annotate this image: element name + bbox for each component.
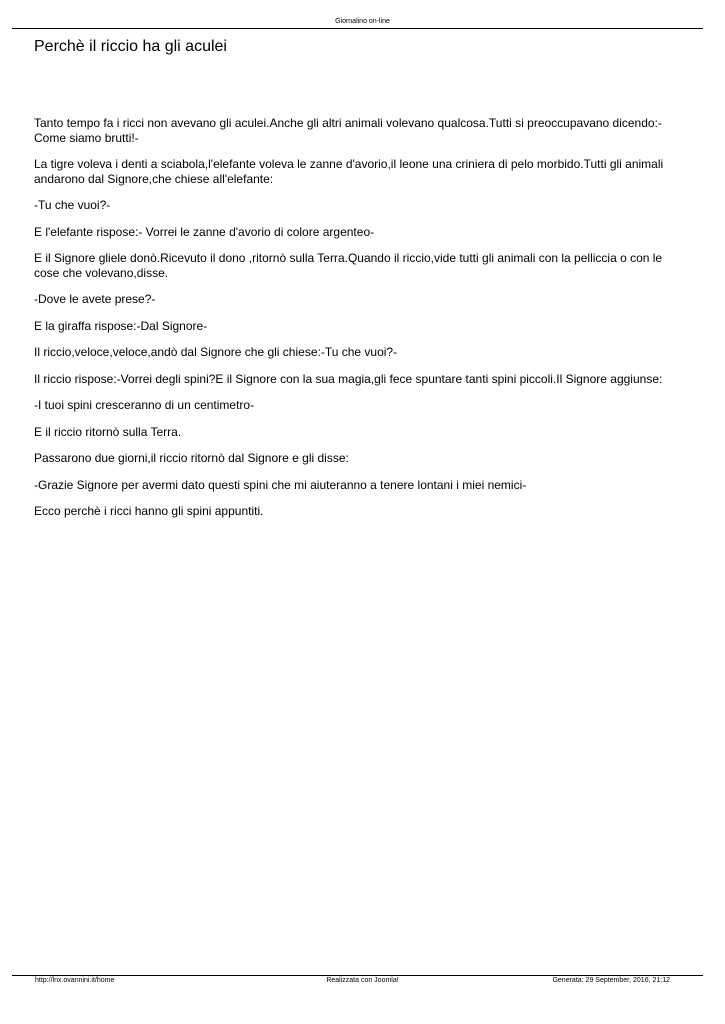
paragraph: E la giraffa rispose:-Dal Signore-	[34, 318, 208, 333]
paragraph: -Grazie Signore per avermi dato questi spini che mi aiuteranno a tenere lontani i miei nemici-	[34, 477, 527, 492]
paragraph: Tanto tempo fa i ricci non avevano gli aculei.Anche gli altri animali volevano qualcosa.Tutti si preoccupavano dicendo:-Come siamo brutti!-	[34, 116, 662, 145]
article-body	[34, 116, 684, 531]
paragraph: Passarono due giorni,il riccio ritornò dal Signore e gli disse:	[34, 451, 349, 465]
paragraph: E il riccio ritornò sulla Terra.	[34, 424, 182, 439]
paragraph: E il Signore gliele donò.Ricevuto il dono ,ritornò sulla Terra.Quando il riccio,vide tutti gli animali con la pelliccia o con le cose che volevano,disse.	[34, 251, 663, 280]
article-title: Perchè il riccio ha gli aculei	[34, 38, 227, 55]
footer-url: http://lnx.ovannini.it/home	[35, 977, 115, 984]
paragraph: -I tuoi spini cresceranno di un centimetro-	[34, 398, 255, 412]
paragraph: Il riccio,veloce,veloce,andò dal Signore che gli chiese:-Tu che vuoi?-	[34, 345, 398, 359]
paragraph: Ecco perchè i ricci hanno gli spini appuntiti.	[34, 504, 264, 518]
footer-generated-date: Generata: 29 September, 2016, 21:12	[552, 977, 670, 984]
site-name: Giornalino on-line	[335, 18, 390, 25]
paragraph: -Tu che vuoi?-	[34, 198, 111, 212]
paragraph: E l'elefante rispose:- Vorrei le zanne d'avorio di colore argenteo-	[34, 224, 375, 239]
paragraph: La tigre voleva i denti a sciabola,l'elefante voleva le zanne d'avorio,il leone una criniera di pelo morbido.Tutti gli animali andarono dal Signore,che chiese all'elefante:	[34, 157, 664, 186]
paragraph: -Dove le avete prese?-	[34, 292, 156, 306]
paragraph: Il riccio rispose:-Vorrei degli spini?E il Signore con la sua magia,gli fece spuntare tanti spini piccoli.Il Signore aggiunse:	[34, 371, 663, 386]
header-divider	[12, 28, 703, 29]
footer-credit: Realizzata con Joomla!	[326, 977, 399, 984]
